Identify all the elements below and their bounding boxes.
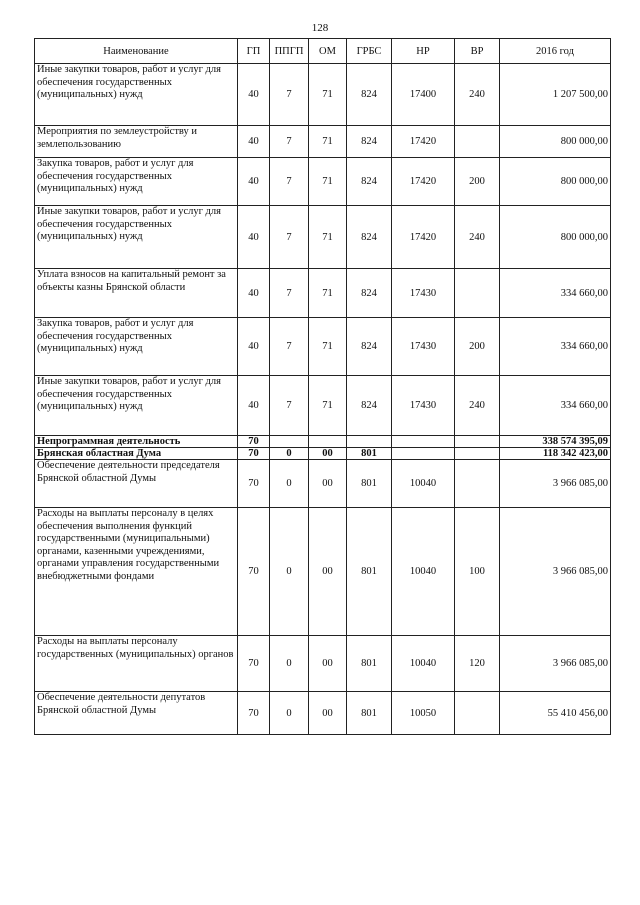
grbs-cell — [347, 436, 392, 448]
grbs-cell: 801 — [347, 508, 392, 636]
grbs-cell: 801 — [347, 448, 392, 460]
amount-cell: 338 574 395,09 — [500, 436, 611, 448]
table-row — [35, 436, 611, 448]
vr-cell — [455, 436, 500, 448]
gp-cell: 70 — [238, 460, 270, 508]
nr-cell: 10040 — [392, 636, 455, 692]
gp-cell: 40 — [238, 126, 270, 158]
ppgp-cell: 0 — [270, 636, 309, 692]
om-cell: 71 — [309, 126, 347, 158]
amount-cell: 1 207 500,00 — [500, 64, 611, 126]
row-name-cell: Мероприятия по землеустройству и землепользованию — [35, 126, 238, 158]
row-name-cell: Закупка товаров, работ и услуг для обеспечения государственных (муниципальных) нужд — [35, 158, 238, 206]
ppgp-cell: 7 — [270, 158, 309, 206]
amount-cell: 55 410 456,00 — [500, 692, 611, 735]
nr-cell: 17430 — [392, 269, 455, 318]
gp-cell: 40 — [238, 158, 270, 206]
vr-cell: 100 — [455, 508, 500, 636]
grbs-cell: 824 — [347, 126, 392, 158]
grbs-cell: 824 — [347, 318, 392, 376]
table-row — [35, 376, 611, 436]
ppgp-cell: 7 — [270, 126, 309, 158]
amount-cell: 800 000,00 — [500, 206, 611, 269]
amount-cell: 800 000,00 — [500, 126, 611, 158]
om-cell: 00 — [309, 508, 347, 636]
vr-cell — [455, 448, 500, 460]
nr-cell: 10040 — [392, 460, 455, 508]
table-row — [35, 126, 611, 158]
vr-cell: 200 — [455, 158, 500, 206]
col-header-vr: ВР — [455, 39, 500, 64]
om-cell: 71 — [309, 206, 347, 269]
grbs-cell: 801 — [347, 692, 392, 735]
table-row — [35, 158, 611, 206]
vr-cell — [455, 460, 500, 508]
ppgp-cell: 7 — [270, 64, 309, 126]
vr-cell — [455, 692, 500, 735]
vr-cell: 200 — [455, 318, 500, 376]
col-header-grbs: ГРБС — [347, 39, 392, 64]
gp-cell: 70 — [238, 508, 270, 636]
table-row — [35, 206, 611, 269]
nr-cell: 17430 — [392, 318, 455, 376]
om-cell: 00 — [309, 460, 347, 508]
grbs-cell: 801 — [347, 460, 392, 508]
col-header-ppgp: ППГП — [270, 39, 309, 64]
grbs-cell: 824 — [347, 376, 392, 436]
gp-cell: 40 — [238, 376, 270, 436]
vr-cell — [455, 126, 500, 158]
table-row — [35, 269, 611, 318]
ppgp-cell: 0 — [270, 508, 309, 636]
gp-cell: 40 — [238, 318, 270, 376]
grbs-cell: 824 — [347, 269, 392, 318]
om-cell: 71 — [309, 269, 347, 318]
amount-cell: 334 660,00 — [500, 318, 611, 376]
nr-cell: 17400 — [392, 64, 455, 126]
om-cell: 00 — [309, 636, 347, 692]
vr-cell — [455, 269, 500, 318]
table-row — [35, 508, 611, 636]
table-row — [35, 636, 611, 692]
header-row — [35, 39, 611, 64]
row-name-cell: Иные закупки товаров, работ и услуг для обеспечения государственных (муниципальных) нужд — [35, 64, 238, 126]
nr-cell: 10040 — [392, 508, 455, 636]
row-name-cell: Уплата взносов на капитальный ремонт за объекты казны Брянской области — [35, 269, 238, 318]
ppgp-cell: 0 — [270, 692, 309, 735]
grbs-cell: 824 — [347, 206, 392, 269]
om-cell: 71 — [309, 318, 347, 376]
ppgp-cell: 0 — [270, 448, 309, 460]
amount-cell: 118 342 423,00 — [500, 448, 611, 460]
amount-cell: 3 966 085,00 — [500, 460, 611, 508]
amount-cell: 800 000,00 — [500, 158, 611, 206]
table-row — [35, 318, 611, 376]
col-header-gp: ГП — [238, 39, 270, 64]
ppgp-cell: 7 — [270, 376, 309, 436]
row-name-cell: Закупка товаров, работ и услуг для обеспечения государственных (муниципальных) нужд — [35, 318, 238, 376]
vr-cell: 240 — [455, 206, 500, 269]
row-name-cell: Брянская областная Дума — [35, 448, 238, 460]
col-header-om: ОМ — [309, 39, 347, 64]
gp-cell: 40 — [238, 206, 270, 269]
row-name-cell: Расходы на выплаты персоналу государственных (муниципальных) органов — [35, 636, 238, 692]
om-cell: 00 — [309, 692, 347, 735]
row-name-cell: Обеспечение деятельности депутатов Брянской областной Думы — [35, 692, 238, 735]
ppgp-cell: 7 — [270, 269, 309, 318]
om-cell — [309, 436, 347, 448]
table-row — [35, 460, 611, 508]
gp-cell: 70 — [238, 636, 270, 692]
col-header-name: Наименование — [35, 39, 238, 64]
amount-cell: 3 966 085,00 — [500, 508, 611, 636]
amount-cell: 3 966 085,00 — [500, 636, 611, 692]
grbs-cell: 824 — [347, 64, 392, 126]
nr-cell — [392, 448, 455, 460]
table-row — [35, 692, 611, 735]
ppgp-cell: 7 — [270, 206, 309, 269]
nr-cell: 17420 — [392, 158, 455, 206]
om-cell: 71 — [309, 376, 347, 436]
amount-cell: 334 660,00 — [500, 376, 611, 436]
table-row — [35, 448, 611, 460]
ppgp-cell: 0 — [270, 460, 309, 508]
vr-cell: 240 — [455, 376, 500, 436]
grbs-cell: 801 — [347, 636, 392, 692]
vr-cell: 240 — [455, 64, 500, 126]
page-number: 128 — [311, 22, 329, 34]
col-header-year: 2016 год — [500, 39, 611, 64]
om-cell: 71 — [309, 64, 347, 126]
om-cell: 00 — [309, 448, 347, 460]
budget-table — [34, 38, 611, 735]
row-name-cell: Непрограммная деятельность — [35, 436, 238, 448]
row-name-cell: Расходы на выплаты персоналу в целях обеспечения выполнения функций государственными (муниципальными) органами, казенными учреждениями, органами управления государственными внебюджетными фондами — [35, 508, 238, 636]
nr-cell — [392, 436, 455, 448]
ppgp-cell — [270, 436, 309, 448]
gp-cell: 70 — [238, 692, 270, 735]
row-name-cell: Иные закупки товаров, работ и услуг для обеспечения государственных (муниципальных) нужд — [35, 206, 238, 269]
amount-cell: 334 660,00 — [500, 269, 611, 318]
row-name-cell: Иные закупки товаров, работ и услуг для обеспечения государственных (муниципальных) нужд — [35, 376, 238, 436]
nr-cell: 10050 — [392, 692, 455, 735]
gp-cell: 40 — [238, 269, 270, 318]
ppgp-cell: 7 — [270, 318, 309, 376]
gp-cell: 40 — [238, 64, 270, 126]
nr-cell: 17420 — [392, 126, 455, 158]
vr-cell: 120 — [455, 636, 500, 692]
grbs-cell: 824 — [347, 158, 392, 206]
row-name-cell: Обеспечение деятельности председателя Брянской областной Думы — [35, 460, 238, 508]
gp-cell: 70 — [238, 448, 270, 460]
nr-cell: 17420 — [392, 206, 455, 269]
col-header-nr: НР — [392, 39, 455, 64]
gp-cell: 70 — [238, 436, 270, 448]
nr-cell: 17430 — [392, 376, 455, 436]
om-cell: 71 — [309, 158, 347, 206]
table-row — [35, 64, 611, 126]
